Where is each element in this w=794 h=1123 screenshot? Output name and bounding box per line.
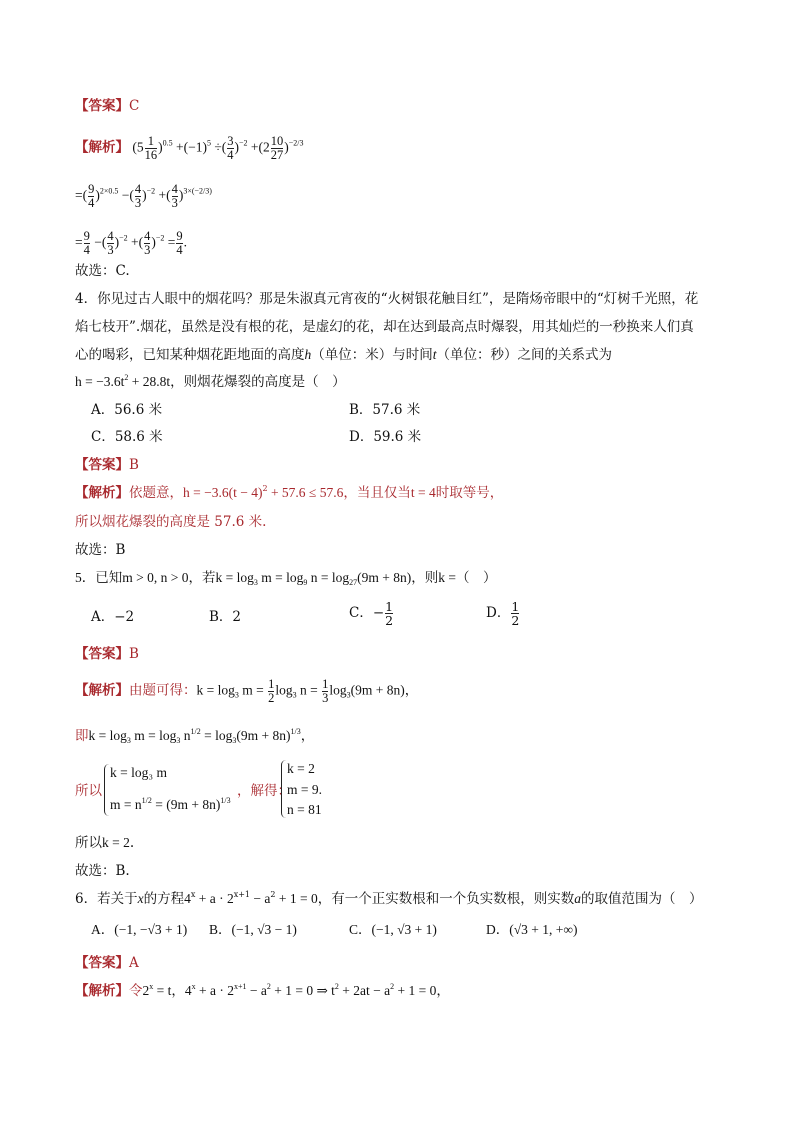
q5-option-c: C．− $\frac{1}{2}$	[349, 599, 394, 628]
answer-row-q3	[75, 97, 139, 115]
answer-label: 【答案】	[75, 98, 129, 114]
question-4-line3: 心的喝彩，已知某种烟花距地面的高度h（单位：米）与时间t（单位：秒）之间的关系式为	[75, 347, 613, 363]
analysis-q4-line1: 【解析】依题意，$h = -3.6(t - 4)^2 + 57.6 \le 57.6$，当且仅当t = 4时取等号，	[75, 484, 504, 501]
q6-option-c: C．(−1, √3 + 1)	[349, 922, 437, 937]
system-row-1: k = log₃ m	[110, 765, 167, 780]
analysis-q5-line3-label: 所以	[75, 783, 102, 799]
analysis-q3-line2: =( $\frac{9}{4}$ )$^{2\times 0.5}$ −( $\frac{4}{3}$ )$^{-2}$ +( $\frac{4}{3}$ )$^{3\times(-2/3)}$	[75, 182, 212, 210]
analysis-label: 【解析】	[75, 139, 129, 155]
solution-brace	[281, 760, 286, 818]
analysis-q5-line2: 即$k = \log_3 m = \log_3 n^{1/2} = \log_3(9m + 8n)^{1/3}$，	[75, 727, 315, 745]
analysis-q4-line2: 所以烟花爆裂的高度是 57.6 米.	[75, 514, 267, 530]
question-4-line2: 焰七枝开”.烟花，虽然是没有根的花，是虚幻的花，却在达到最高点时爆裂，用其灿烂的一秒换来人们真	[75, 319, 694, 335]
option-a: A．56.6 米	[91, 402, 163, 418]
choice-q5: 故选：B.	[75, 863, 130, 879]
option-b: B．57.6 米	[349, 402, 421, 418]
analysis-q5-line1: 【解析】由题可得：$k = \log_3 m$ = $\frac{1}{2}$ $\log_3 n$ = $\frac{1}{3}$ $\log_3(9m + 8n)$，	[75, 677, 419, 705]
solution-row-3: n = 81	[287, 802, 322, 817]
analysis-q3-line1: 【解析】 (5 $\frac{1}{16}$ )$^{0.5} +(-1)^5$ ÷( $\frac{3}{4}$ )$^{-2}$ +(2 $\frac{10}{27}$ )$^{-2/3}$	[75, 134, 304, 162]
answer-value: C	[129, 98, 140, 114]
option-d: D．59.6 米	[349, 429, 422, 445]
analysis-q6-line1: 【解析】令$2^x = t$，$4^x + a \cdot 2^{x+1} - a^2 + 1 = 0$ ⇒ $t^2 + 2at - a^2 + 1 = 0$，	[75, 982, 450, 998]
question-4-formula: $h = -3.6t^2 + 28.8t$，则烟花爆裂的高度是（ ）	[75, 373, 346, 389]
q5-option-d: D． $\frac{1}{2}$	[486, 599, 520, 628]
answer-row-q4: 【答案】B	[75, 457, 139, 473]
q5-option-b: B．2	[209, 609, 242, 625]
solve-label: ，解得：	[237, 783, 291, 799]
analysis-q5-line4: 所以k = 2.	[75, 835, 135, 851]
question-6-stem: 6．若关于x的方程$4^x + a \cdot 2^{x+1} - a^2 + 1 = 0$，有一个正实数根和一个负实数根，则实数a的取值范围为（ ）	[75, 890, 703, 907]
answer-row-q5: 【答案】B	[75, 646, 139, 662]
option-c: C．58.6 米	[91, 429, 163, 445]
q6-option-a: A．(−1, −√3 + 1)	[91, 922, 188, 937]
choice-q3: 故选：C.	[75, 263, 130, 279]
q6-option-d: D．(√3 + 1, +∞)	[486, 922, 578, 937]
choice-q4: 故选：B	[75, 542, 126, 558]
solution-row-1: k = 2	[287, 761, 315, 776]
answer-row-q6: 【答案】A	[75, 955, 139, 971]
question-5-stem: 5．已知m > 0, n > 0，若$k = \log_3 m = \log_9 n = \log_{27}(9m + 8n)$，则k =（ ）	[75, 570, 497, 587]
q6-option-b: B．(−1, √3 − 1)	[209, 922, 297, 937]
solution-row-2: m = 9.	[287, 782, 322, 797]
system-row-2: $m = n^{1/2} = (9m + 8n)^{1/3}$	[110, 796, 231, 812]
q5-option-a: A．−2	[91, 609, 135, 625]
question-4-line1: 4．你见过古人眼中的烟花吗？那是朱淑真元宵夜的“火树银花触目红”，是隋炀帝眼中的“灯树千光照，花	[75, 291, 699, 307]
analysis-q3-line3: = $\frac{9}{4}$ −( $\frac{4}{3}$ )$^{-2}$ +( $\frac{4}{3}$ )$^{-2}$ = $\frac{9}{4}$ .	[75, 229, 187, 257]
system-brace	[104, 764, 109, 816]
